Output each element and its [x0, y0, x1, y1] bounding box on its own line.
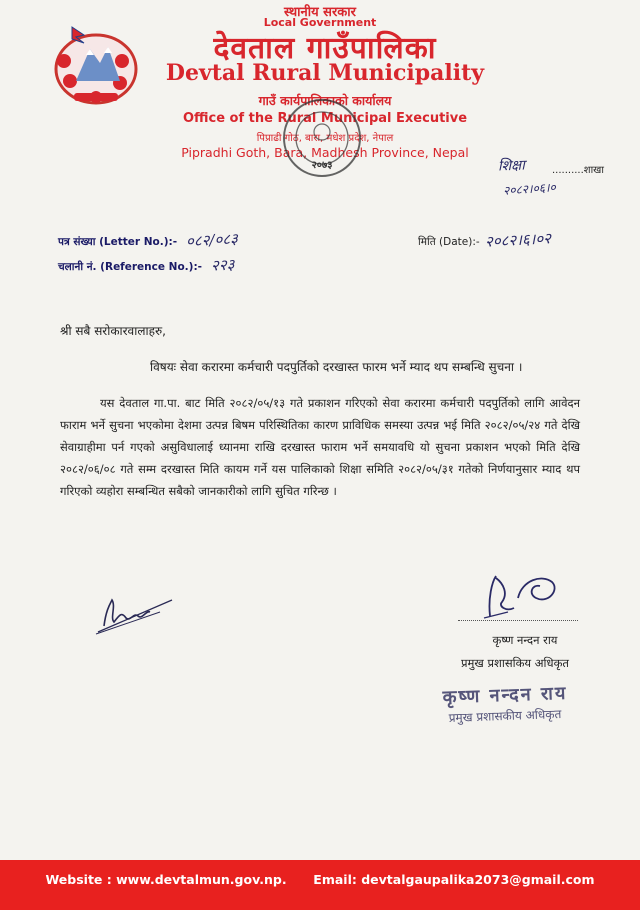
office-seal-stamp: [262, 90, 382, 186]
address-en: Pipradhi Goth, Bara, Madhesh Province, Nepal: [181, 145, 469, 160]
address-np: पिप्राढी गोठ, बारा, मधेश प्रदेश, नेपाल: [256, 133, 394, 144]
letter-number-label: पत्र संख्या (Letter No.):-: [58, 236, 178, 248]
signature-line: [458, 620, 578, 621]
signatory-stamp-name: कृष्ण नन्दन राय: [442, 682, 568, 709]
reference-number-row: [58, 255, 235, 275]
body-paragraph: [60, 392, 580, 502]
date-value: २०८२।६।०२: [484, 229, 552, 251]
subject-line: विषयः सेवा करारमा कर्मचारी पदपुर्तिको दरखास्त फारम भर्ने म्याद थप सम्बन्धि सुचना ।: [150, 360, 523, 374]
reference-number-label: चलानी नं. (Reference No.):-: [58, 261, 202, 273]
body-text: यस देवताल गा.पा. बाट मिति २०८२/०५/१३ गते प्रकाशन गरिएको सेवा करारमा कर्मचारी पदपुर्तिको लागि आवेदन फाराम भर्ने सुचना भएकोमा देशमा उत्पन्न बिषम परिस्थितिका कारण प्राविधिक समस्या उत्पन्न भई मिति २०८२/०५/२४ गते देखि सेवाग्राहीमा पर्न गएको असुविधालाई ध्यानमा राखि दरखास्त फाराम भर्ने समयावधि यो सुचना प्रकाशन भएको मिति देखि २०८२/०६/०८ गते सम्म दरखास्त मिति कायम गर्ने यस पालिकाको शिक्षा समिति २०८२/०५/३१ गतेको निर्णयानुसार म्याद थप गरिएको व्यहोरा सम्बन्धित सबैको जानकारीको लागि सुचित गरिन्छ ।: [60, 396, 580, 498]
salutation: श्री सबै सरोकारवालाहरु,: [60, 324, 166, 338]
website-label: Website :: [45, 872, 112, 887]
email-link[interactable]: devtalgaupalika2073@gmail.com: [361, 872, 595, 887]
local-government-en: Local Government: [263, 16, 377, 29]
section-date-handwritten: २०८२।०६।०: [502, 180, 557, 198]
nepal-emblem-icon: [50, 25, 142, 107]
website-link[interactable]: www.devtalmun.gov.np.: [116, 872, 287, 887]
date-label: मिति (Date):-: [418, 236, 480, 248]
office-name-en: Office of the Rural Municipal Executive: [182, 111, 468, 126]
office-name-np: गाउँ कार्यपालिकाको कार्यालय: [258, 93, 392, 108]
letter-number-row: [58, 230, 238, 250]
municipality-title-np: देवताल गाउँपालिका: [213, 31, 437, 66]
stamp-year: २०७३: [311, 160, 333, 171]
email-label: Email:: [313, 872, 357, 887]
signatory-stamp-title: प्रमुख प्रशासकीय अधिकृत: [448, 707, 562, 725]
section-label: ..........शाखा: [552, 165, 604, 176]
local-government-np: स्थानीय सरकार: [284, 5, 356, 20]
officer-signature: [470, 568, 570, 628]
initials-signature: [90, 592, 180, 638]
signatory-title: प्रमुख प्रशासकिय अधिकृत: [461, 656, 569, 670]
signatory-name: कृष्ण नन्दन राय: [492, 633, 558, 647]
municipality-title-en: Devtal Rural Municipality: [165, 60, 485, 86]
letter-number-value: ०८२/०८३: [185, 229, 239, 251]
date-row: [418, 230, 551, 250]
section-name-handwritten: शिक्षा: [497, 157, 526, 175]
reference-number-value: २२३: [210, 255, 235, 275]
footer-contact: [0, 872, 640, 887]
